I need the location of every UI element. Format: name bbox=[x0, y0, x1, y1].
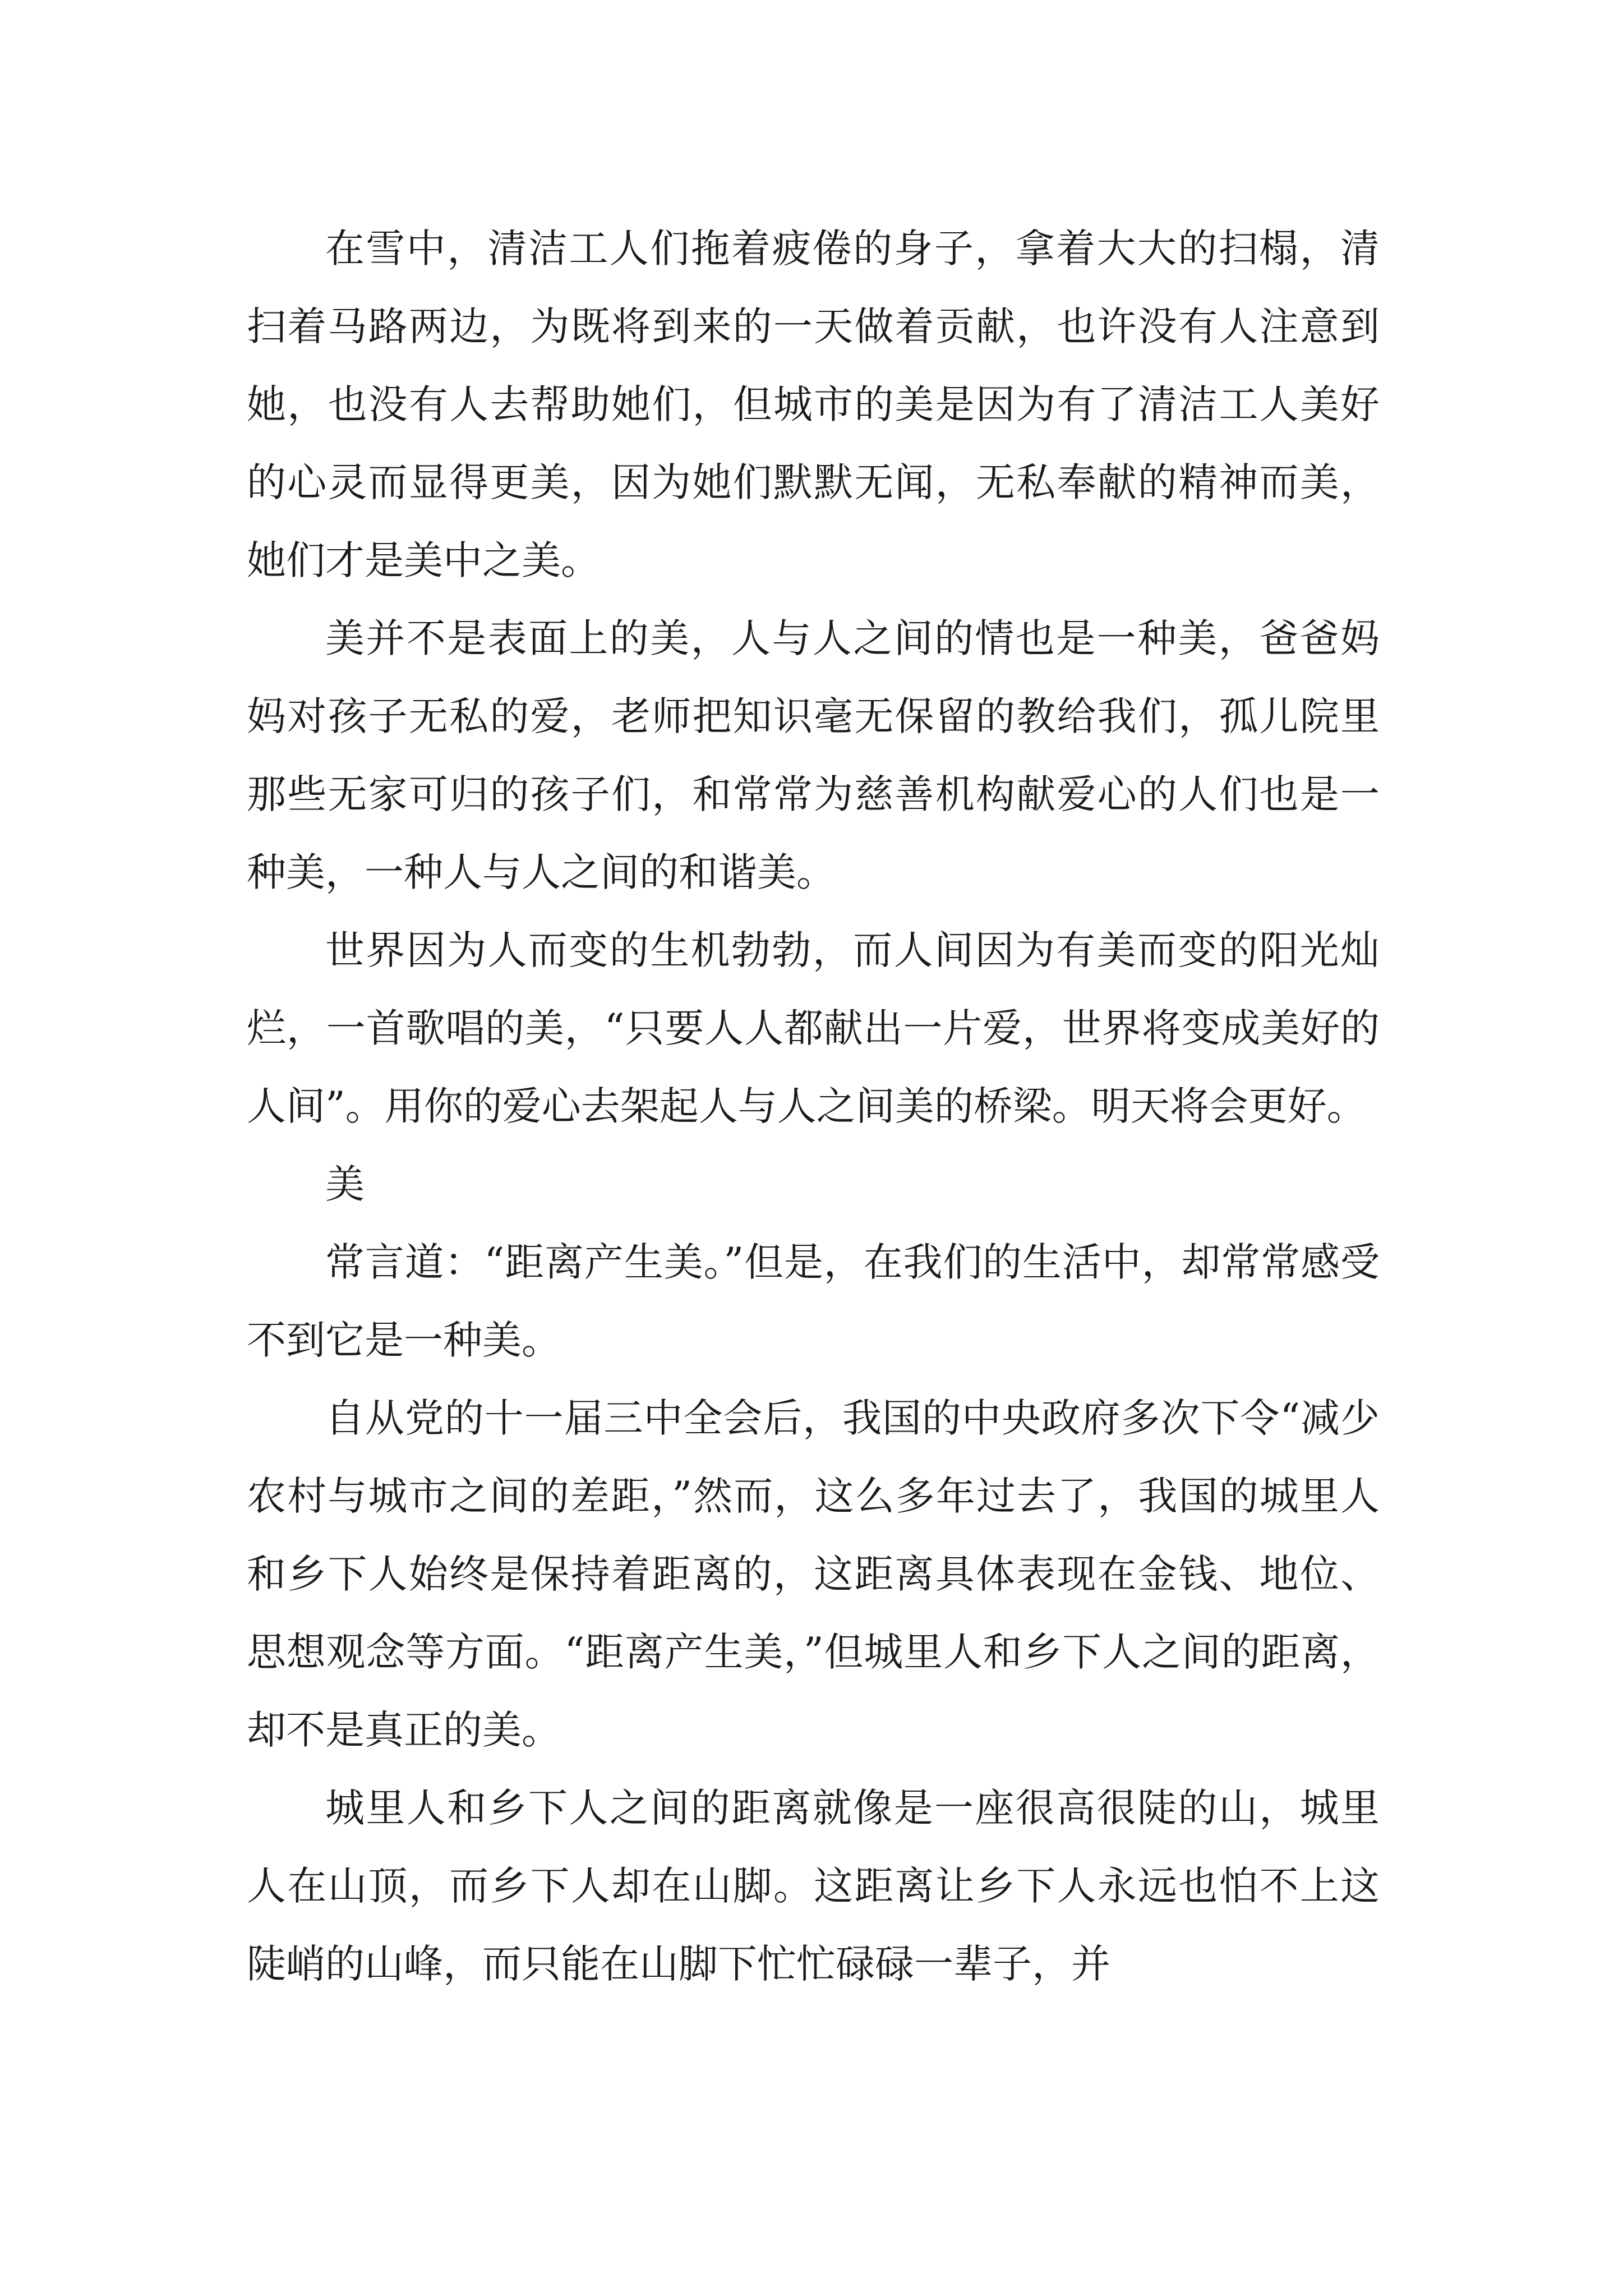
document-body bbox=[247, 210, 1380, 2003]
section-title: 美 bbox=[325, 1161, 365, 1207]
paragraph-cleaners: 在雪中，清洁工人们拖着疲倦的身子，拿着大大的扫榻，清扫着马路两边，为既将到来的一天做着贡献，也许没有人注意到她，也没有人去帮助她们，但城市的美是因为有了清洁工人美好的心灵而显得更美，因为她们默默无闻，无私奉献的精神而美，她们才是美中之美。 bbox=[247, 226, 1380, 583]
paragraph-urban-rural-gap: 自从党的十一届三中全会后，我国的中央政府多次下令“减少农村与城市之间的差距，”然而，这么多年过去了，我国的城里人和乡下人始终是保持着距离的，这距离具体表现在金钱、地位、思想观念等方面。“距离产生美，”但城里人和乡下人之间的距离，却不是真正的美。 bbox=[247, 1395, 1380, 1753]
paragraph-saying: 常言道：“距离产生美。”但是，在我们的生活中，却常常感受不到它是一种美。 bbox=[247, 1239, 1380, 1363]
paragraph-world-beauty: 世界因为人而变的生机勃勃，而人间因为有美而变的阳光灿烂，一首歌唱的美，“只要人人都献出一片爱，世界将变成美好的人间”。用你的爱心去架起人与人之间美的桥梁。明天将会更好。 bbox=[247, 927, 1380, 1129]
paragraph-human-love: 美并不是表面上的美，人与人之间的情也是一种美，爸爸妈妈对孩子无私的爱，老师把知识毫无保留的教给我们，孤儿院里那些无家可归的孩子们，和常常为慈善机构献爱心的人们也是一种美，一种人与人之间的和谐美。 bbox=[247, 615, 1380, 895]
paragraph-mountain-metaphor: 城里人和乡下人之间的距离就像是一座很高很陡的山，城里人在山顶，而乡下人却在山脚。这距离让乡下人永远也怕不上这陡峭的山峰，而只能在山脚下忙忙碌碌一辈子，并 bbox=[247, 1785, 1380, 1987]
